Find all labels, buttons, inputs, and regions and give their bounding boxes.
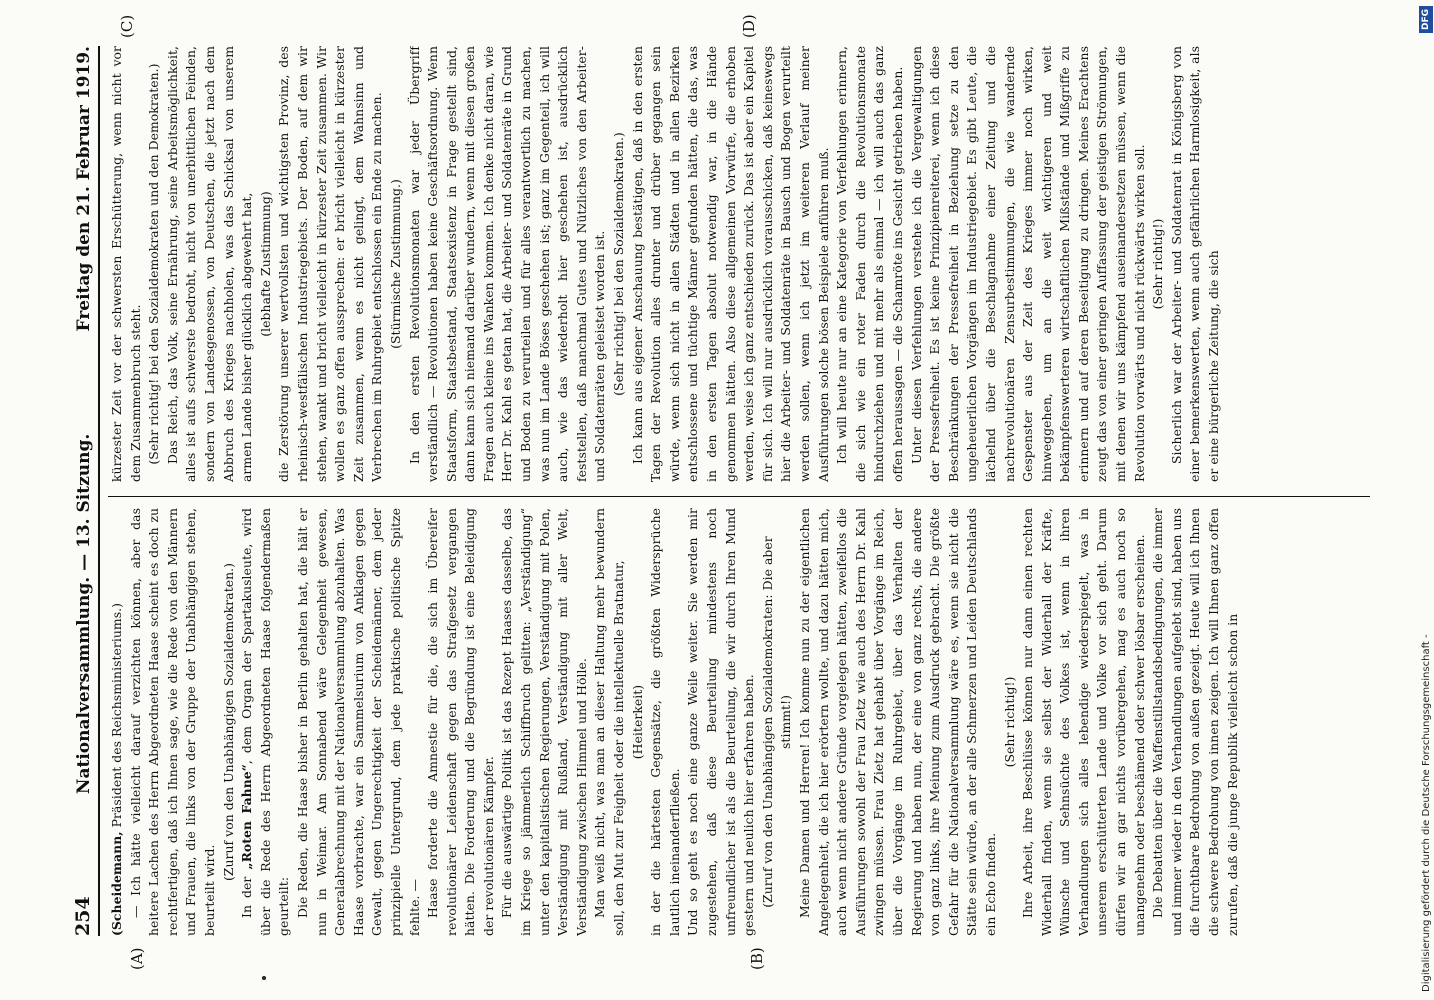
- dfg-logo: DFG: [1419, 6, 1433, 33]
- paragraph: Ihre Arbeit, ihre Beschlüsse können nur dann einen rechten Widerhall finden, wenn sie selbst der Widerhall der Kräfte, Wünsche und Sehnsüchte des Volkes ist, wenn in ihren Verhandlungen sich alles lebendige wiederspiegelt, was in unserem erschütterten Lande und Volke vor sich geht. Darum dürfen wir an gar nichts vorübergehen, mag es auch noch so unangenehm oder beschämend oder schwer lösbar erscheinen.: [1020, 508, 1147, 936]
- margin-marker-b: (B): [748, 947, 766, 970]
- quote-paragraph: Haase forderte die Amnestie für die, die sich im Übereifer revolutionärer Leidenschaft gegen das Strafgesetz vergangen hätten. Die Forderung und die Begründung ist eine Beleidigung der revolutionären Kämpfer.: [425, 508, 496, 936]
- paragraph: Die Debatten über die Waffenstillstandsbedingungen, die immer und immer wieder in den Verhandlungen aufgelebt sind, haben uns die furchtbare Bedrohung von außen gezeigt. Heute will ich Ihnen die schwere Bedrohung von innen zeigen. Ich will Ihnen ganz offen zurufen, daß die junge Republik vielleicht schon in: [1150, 508, 1240, 936]
- digitization-note: [1418, 0, 1434, 1000]
- paragraph: Unter diesen Verfehlungen verstehe ich die Vergewaltigungen der Pressefreiheit. Es ist keine Prinzipienreiterei, wenn ich diese Beschränkungen der Pressefreiheit in Beziehung setze zu den ungeheuerlichen Vorgängen im Industriegebiet. Es gibt Leute, die lächelnd über die Beschlagnahme einer Zeitung und die nachrevolutionären Zensurbestimmungen, die wie wandernde Gespenster aus der Zeit des Krieges immer noch wirken, hinweggehen, um an die weit wichtigeren und weit bekämpfenswerteren wirtschaftlichen Mißstände und Mißgriffe zu erinnern und auf deren Beseitigung zu dringen. Meines Erachtens zeugt das von einer geringen Auffassung der geistigen Strömungen, mit denen wir uns kämpfend auseinandersetzen müssen, wenn die Revolution vorwärts und nicht rückwärts wirken soll.: [908, 46, 1147, 482]
- paragraph: Das Reich, das Volk, seine Ernährung, seine Arbeitsmöglichkeit, alles ist aufs schwerste bedroht, nicht von unerbittlichen Feinden, sondern von Landesgenossen, von Deutschen, die jetzt nach dem Abbruch des Krieges nachholen, was das Schicksal von unserem armen Lande bisher glücklich abgewehrt hat,: [164, 46, 255, 482]
- paragraph: Meine Damen und Herren! Ich komme nun zu der eigentlichen Angelegenheit, die ich hier erörtern wollte, und dazu hätten mich, auch wenn nicht andere Gründe vorgelegen hätten, zweifellos die Ausführungen sowohl der Frau Zietz wie auch des Herrn Dr. Kahl zwingen müssen. Frau Zietz hat gehabt über Vorgänge im Reich, über die Vorgänge im Ruhrgebiet, über das Verhalten der Regierung und haben nun, der eine von ganz rechts, die andere von ganz links, ihre Meinung zum Ausdruck gebracht. Die größte Gefahr für die Nationalversammlung wäre es, wenn sie nicht die Stätte sein würde, an der alle Schmerzen und Leiden Deutschlands ein Echo finden.: [796, 508, 998, 936]
- paragraph: In den ersten Revolutionsmonaten war jeder Übergriff verständlich — Revolutionen haben keine Geschäftsordnung. Wenn Staatsform, Staatsbestand, Staatsexistenz in Frage gestellt sind, dann kann sich niemand darüber wundern, wenn mit diesen großen Fragen auch kleine ins Wanken kommen. Ich denke nicht daran, wie Herr Dr. Kahl es getan hat, die Arbeiter- und Soldatenräte in Grund und Boden zu verurteilen und für alles verantwortlich zu machen, was nun im Lande Böses geschehen ist; ganz im Gegenteil, ich will auch, wie das wiederholt hier geschehen ist, ausdrücklich feststellen, daß manchmal Gutes und Nützliches von den Arbeiter- und Soldatenräten geleistet worden ist.: [406, 46, 608, 482]
- paragraph: Ich will heute nur an eine Kategorie von Verfehlungen erinnern, die sich wie ein roter Faden durch die Revolutionsmonate hindurchziehen und mit mehr als einmal — ich will auch das ganz offen heraussagen — die Schamröte ins Gesicht getrieben haben.: [834, 46, 905, 482]
- paragraph: Sicherlich war der Arbeiter- und Soldatenrat in Königsberg von einer bemerkenswerten, wenn auch gefährlichen Harmlosigkeit, als er eine bürgerliche Zeitung, die sich: [1168, 46, 1222, 482]
- session-title: Nationalversammlung. — 13. Sitzung.: [74, 433, 94, 795]
- page-header: [60, 46, 100, 936]
- speaker-line: (Scheidemann, Präsident des Reichsministeriums.): [109, 603, 124, 936]
- margin-marker-c: (C): [118, 14, 136, 38]
- interjection: (lebhafte Zustimmung): [257, 191, 273, 337]
- quote-paragraph: Für die auswärtige Politik ist das Rezept Haases dasselbe, das im Kriege so jämmerlich Schiffbruch gelitten: „Verständigung“ unter den kapitalistischen Regierungen, Verständigung mit Polen, Verständigung mit Rußland, Verständigung mit aller Welt, Verständigung zwischen Himmel und Hölle.: [499, 508, 589, 936]
- interjection: (Sehr richtig! bei den Sozialdemokraten und den Demokraten.): [146, 63, 162, 465]
- ink-spot: [262, 976, 266, 980]
- quote-paragraph: Man weiß nicht, was man an dieser Haltung mehr bewundern soll, den Mut zur Feigheit oder die intellektuelle Bratnatur,: [592, 508, 627, 936]
- interjection: (Zuruf von den Unabhängigen Sozialdemokraten.): [220, 562, 236, 882]
- interjection: (Sehr richtig!): [1001, 676, 1017, 768]
- paragraph: Ich kann aus eigener Anschauung bestätigen, daß in den ersten Tagen der Revolution alles drunter und drüber gegangen sein würde, wenn sich nicht in allen Städten und in allen Bezirken entschlossene und tüchtige Männer gefunden hätten, die das, was in den ersten Tagen absolut notwendig war, in die Hände genommen hätten. Also diese allgemeinen Vorwürfe, die erhoben werden, weise ich ganz entschieden zurück. Das ist aber ein Kapitel für sich. Ich will nur ausdrücklich vorausschicken, daß keineswegs hier die Arbeiter- und Soldatenräte in Bausch und Bogen verurteilt werden sollen, wenn ich jetzt im weiteren Verlauf meiner Ausführungen solche bösen Beispiele anführen muß.: [629, 46, 831, 482]
- funding-note: Digitalisierung gefördert durch die Deutsche Forschungsgemeinschaft -: [1420, 634, 1432, 992]
- column-divider: [108, 496, 1370, 497]
- paragraph: In der „Roten Fahne“, dem Organ der Spartakusleute, wird über die Rede des Herrn Abgeordneten Haase folgendermaßen geurteilt:: [239, 508, 292, 936]
- page-number: 254: [72, 896, 94, 936]
- interjection: (Sehr richtig! bei den Sozialdemokraten.): [611, 132, 627, 396]
- right-column: [108, 46, 1370, 482]
- paragraph: — Ich hätte vielleicht darauf verzichten können, aber das heitere Lachen des Herrn Abgeordneten Haase scheint es doch zu rechtfertigen, daß ich Ihnen sage, wie die Rede von den Männern und Frauen, die links von der Gruppe der Unabhängigen stehen, beurteilt wird.: [127, 508, 217, 936]
- margin-marker-a: (A): [128, 947, 146, 970]
- margin-marker-d: (D): [740, 14, 758, 38]
- interjection: (Sehr richtig!): [1150, 218, 1166, 310]
- session-date: Freitag den 21. Februar 1919.: [74, 46, 94, 332]
- interjection: (Zuruf von den Unabhängigen Sozialdemokraten: Die aber stimmt!): [759, 536, 794, 908]
- left-column: [108, 508, 1370, 936]
- paragraph: Und so geht es noch eine ganze Weile weiter. Sie werden mir zugestehen, daß diese Beurteilung mindestens noch unfreundlicher ist als die Beurteilung, die wir durch Ihren Mund gestern und neulich hier erfahren haben.: [685, 508, 757, 936]
- paragraph: in der die härtesten Gegensätze, die größten Widersprüche lautlich ineinanderfließen.: [648, 508, 682, 936]
- interjection: (Stürmische Zustimmung.): [387, 179, 403, 349]
- paragraph: kürzester Zeit vor der schwersten Erschütterung, wenn nicht vor dem Zusammenbruch steht.: [109, 46, 143, 482]
- paragraph: die Zerstörung unserer wertvollsten und wichtigsten Provinz, des rheinisch-westfälischen Industriegebiets. Der Boden, auf dem wir stehen, wankt und bricht vielleicht in kürzester Zeit zusammen. Wir wollen es ganz offen aussprechen: er bricht vielleicht in kürzester Zeit zusammen, wenn es nicht gelingt, dem Wahnsinn und Verbrechen im Ruhrgebiet entschlossen ein Ende zu machen.: [276, 46, 385, 482]
- quote-paragraph: Die Reden, die Haase bisher in Berlin gehalten hat, die hält er nun in Weimar. Am Sonnabend wäre Gelegenheit gewesen, Generalabrechnung mit der Nationalversammlung abzuhalten. Was Haase vorbrachte, war ein Sammelsurium von Anklagen gegen Gewalt, gegen Ungerechtigkeit der Scheidemänner, dem jeder prinzipielle Untergrund, dem jede praktische politische Spitze fehlte. —: [294, 508, 422, 936]
- interjection: (Heiterkeit): [629, 684, 645, 760]
